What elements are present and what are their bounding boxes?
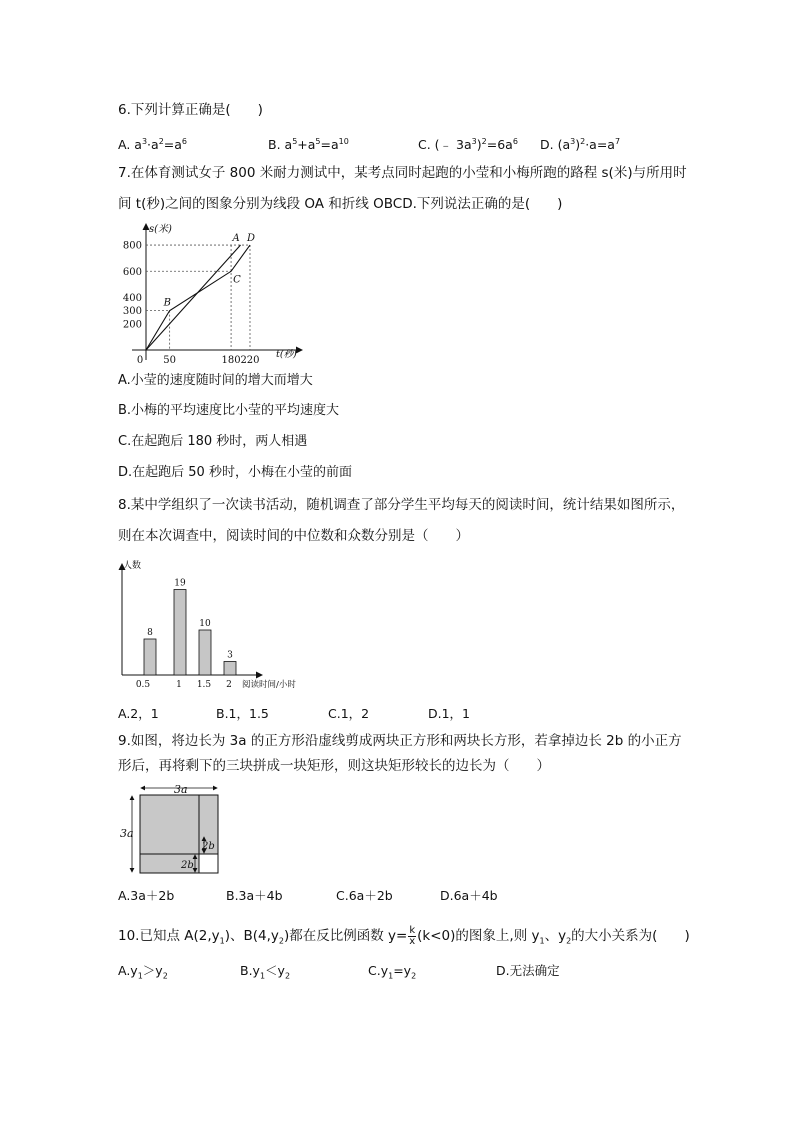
q10-option-d: D.无法确定: [496, 963, 560, 978]
category-label: 1.5: [196, 680, 212, 690]
bar-1: [174, 590, 186, 676]
x-axis-label: 阅读时间/小时: [242, 680, 296, 690]
bar-2: [224, 662, 236, 676]
q9-stem-line-2: 形后，再将剩下的三块拼成一块矩形，则这块矩形较长的边长为（ ）: [118, 758, 550, 774]
reading-time-bar-chart: [112, 558, 312, 693]
point-label-a: A: [232, 233, 240, 245]
bar-1.5: [199, 630, 211, 675]
q9-option-b: B.3a＋4b: [226, 888, 283, 903]
q6-option-d: D. $(a^3)^2\cdot a=a^7$: [540, 137, 621, 153]
q7-option-b: B.小梅的平均速度比小莹的平均速度大: [118, 403, 340, 418]
x-tick-label: 50: [163, 355, 177, 365]
point-label-d: D: [246, 233, 256, 245]
q10-stem: 10.已知点 $A(2,y_1)$、$B(4,y_2)$都在反比例函数 y= $\frac{k}{x}$ (k<0)的图象上,则 $y_1$、$y_2$的大小关系为( ): [118, 924, 690, 947]
fraction-k-over-x: $\frac{k}{x}$: [409, 924, 416, 947]
q10-option-c: $C.y_1=y_2$: [368, 963, 417, 981]
x-tick-label: 220: [240, 355, 260, 365]
small-square-removed: [199, 854, 218, 873]
y-tick-label: 800: [122, 240, 142, 252]
label-right-2b: 2b: [202, 841, 215, 852]
q7-option-d: D.在起跑后 50 秒时，小梅在小莹的前面: [118, 465, 352, 480]
category-label: 2: [226, 680, 232, 690]
y-tick-label: 400: [122, 293, 142, 305]
y-tick-label: 300: [122, 306, 142, 318]
q6-option-a: A. $a^3\cdot a^2=a^6$: [118, 137, 188, 153]
x-tick-label: 180: [221, 355, 241, 365]
distance-time-graph: [110, 220, 310, 365]
q8-option-a: A.2，1: [118, 706, 159, 721]
q7-stem-line-2: 间 t(秒)之间的图象分别为线段 OA 和折线 OBCD.下列说法正确的是( ): [118, 196, 563, 212]
bar-value-label: 10: [199, 619, 211, 629]
y-axis-label: s(米): [149, 224, 172, 235]
q8-stem-line-2: 则在本次调查中，阅读时间的中位数和众数分别是（ ）: [118, 528, 469, 544]
q10-option-b: $B.y_1<y_2$: [240, 963, 291, 981]
q9-option-c: C.6a＋2b: [336, 888, 393, 903]
x-axis-label: t(秒): [276, 349, 297, 360]
q8-option-c: C.1，2: [328, 706, 370, 721]
q6-option-b: B. $a^5+a^5=a^{10}$: [268, 137, 349, 153]
point-label-c: C: [233, 274, 241, 286]
x-tick-label: 0: [136, 355, 144, 365]
q7-option-c: C.在起跑后 180 秒时，两人相遇: [118, 434, 308, 449]
q9-option-a: A.3a＋2b: [118, 888, 175, 903]
label-left-3a: 3a: [120, 827, 134, 840]
q7-stem-line-1: 7.在体育测试女子 800 米耐力测试中，某考点同时起跑的小莹和小梅所跑的路程 s(米)与所用时: [118, 165, 687, 181]
bar-value-label: 8: [147, 628, 153, 638]
q9-option-d: D.6a＋4b: [440, 888, 498, 903]
q10-option-a: $A.y_1>y_2$: [118, 963, 168, 981]
point-label-b: B: [163, 297, 171, 309]
bar-0.5: [144, 639, 156, 675]
series-line-oa: [146, 245, 241, 350]
q9-stem-line-1: 9.如图，将边长为 3a 的正方形沿虚线剪成两块正方形和两块长方形，若拿掉边长 2b 的小正方: [118, 733, 682, 749]
bar-value-label: 19: [174, 578, 186, 589]
category-label: 0.5: [135, 680, 151, 690]
y-axis-label: 人数: [123, 561, 142, 571]
q6-stem: 6.下列计算正确是( ): [118, 102, 263, 118]
category-label: 1: [176, 680, 182, 690]
q8-option-b: B.1，1.5: [216, 706, 269, 721]
q7-option-a: A.小莹的速度随时间的增大而增大: [118, 373, 313, 388]
square-cut-figure: [118, 782, 238, 882]
y-tick-label: 200: [122, 319, 142, 331]
label-bottom-2b: 2b: [181, 860, 194, 871]
label-top-3a: 3a: [174, 783, 188, 796]
y-tick-label: 600: [122, 266, 142, 278]
bar-value-label: 3: [227, 650, 233, 661]
q8-stem-line-1: 8.某中学组织了一次读书活动，随机调查了部分学生平均每天的阅读时间，统计结果如图所示，: [118, 497, 685, 513]
q6-option-c: C. (﹣ $3a^3)^2=6a^6$: [418, 137, 518, 153]
series-line-obcd: [146, 245, 250, 350]
q8-option-d: D.1，1: [428, 706, 471, 721]
